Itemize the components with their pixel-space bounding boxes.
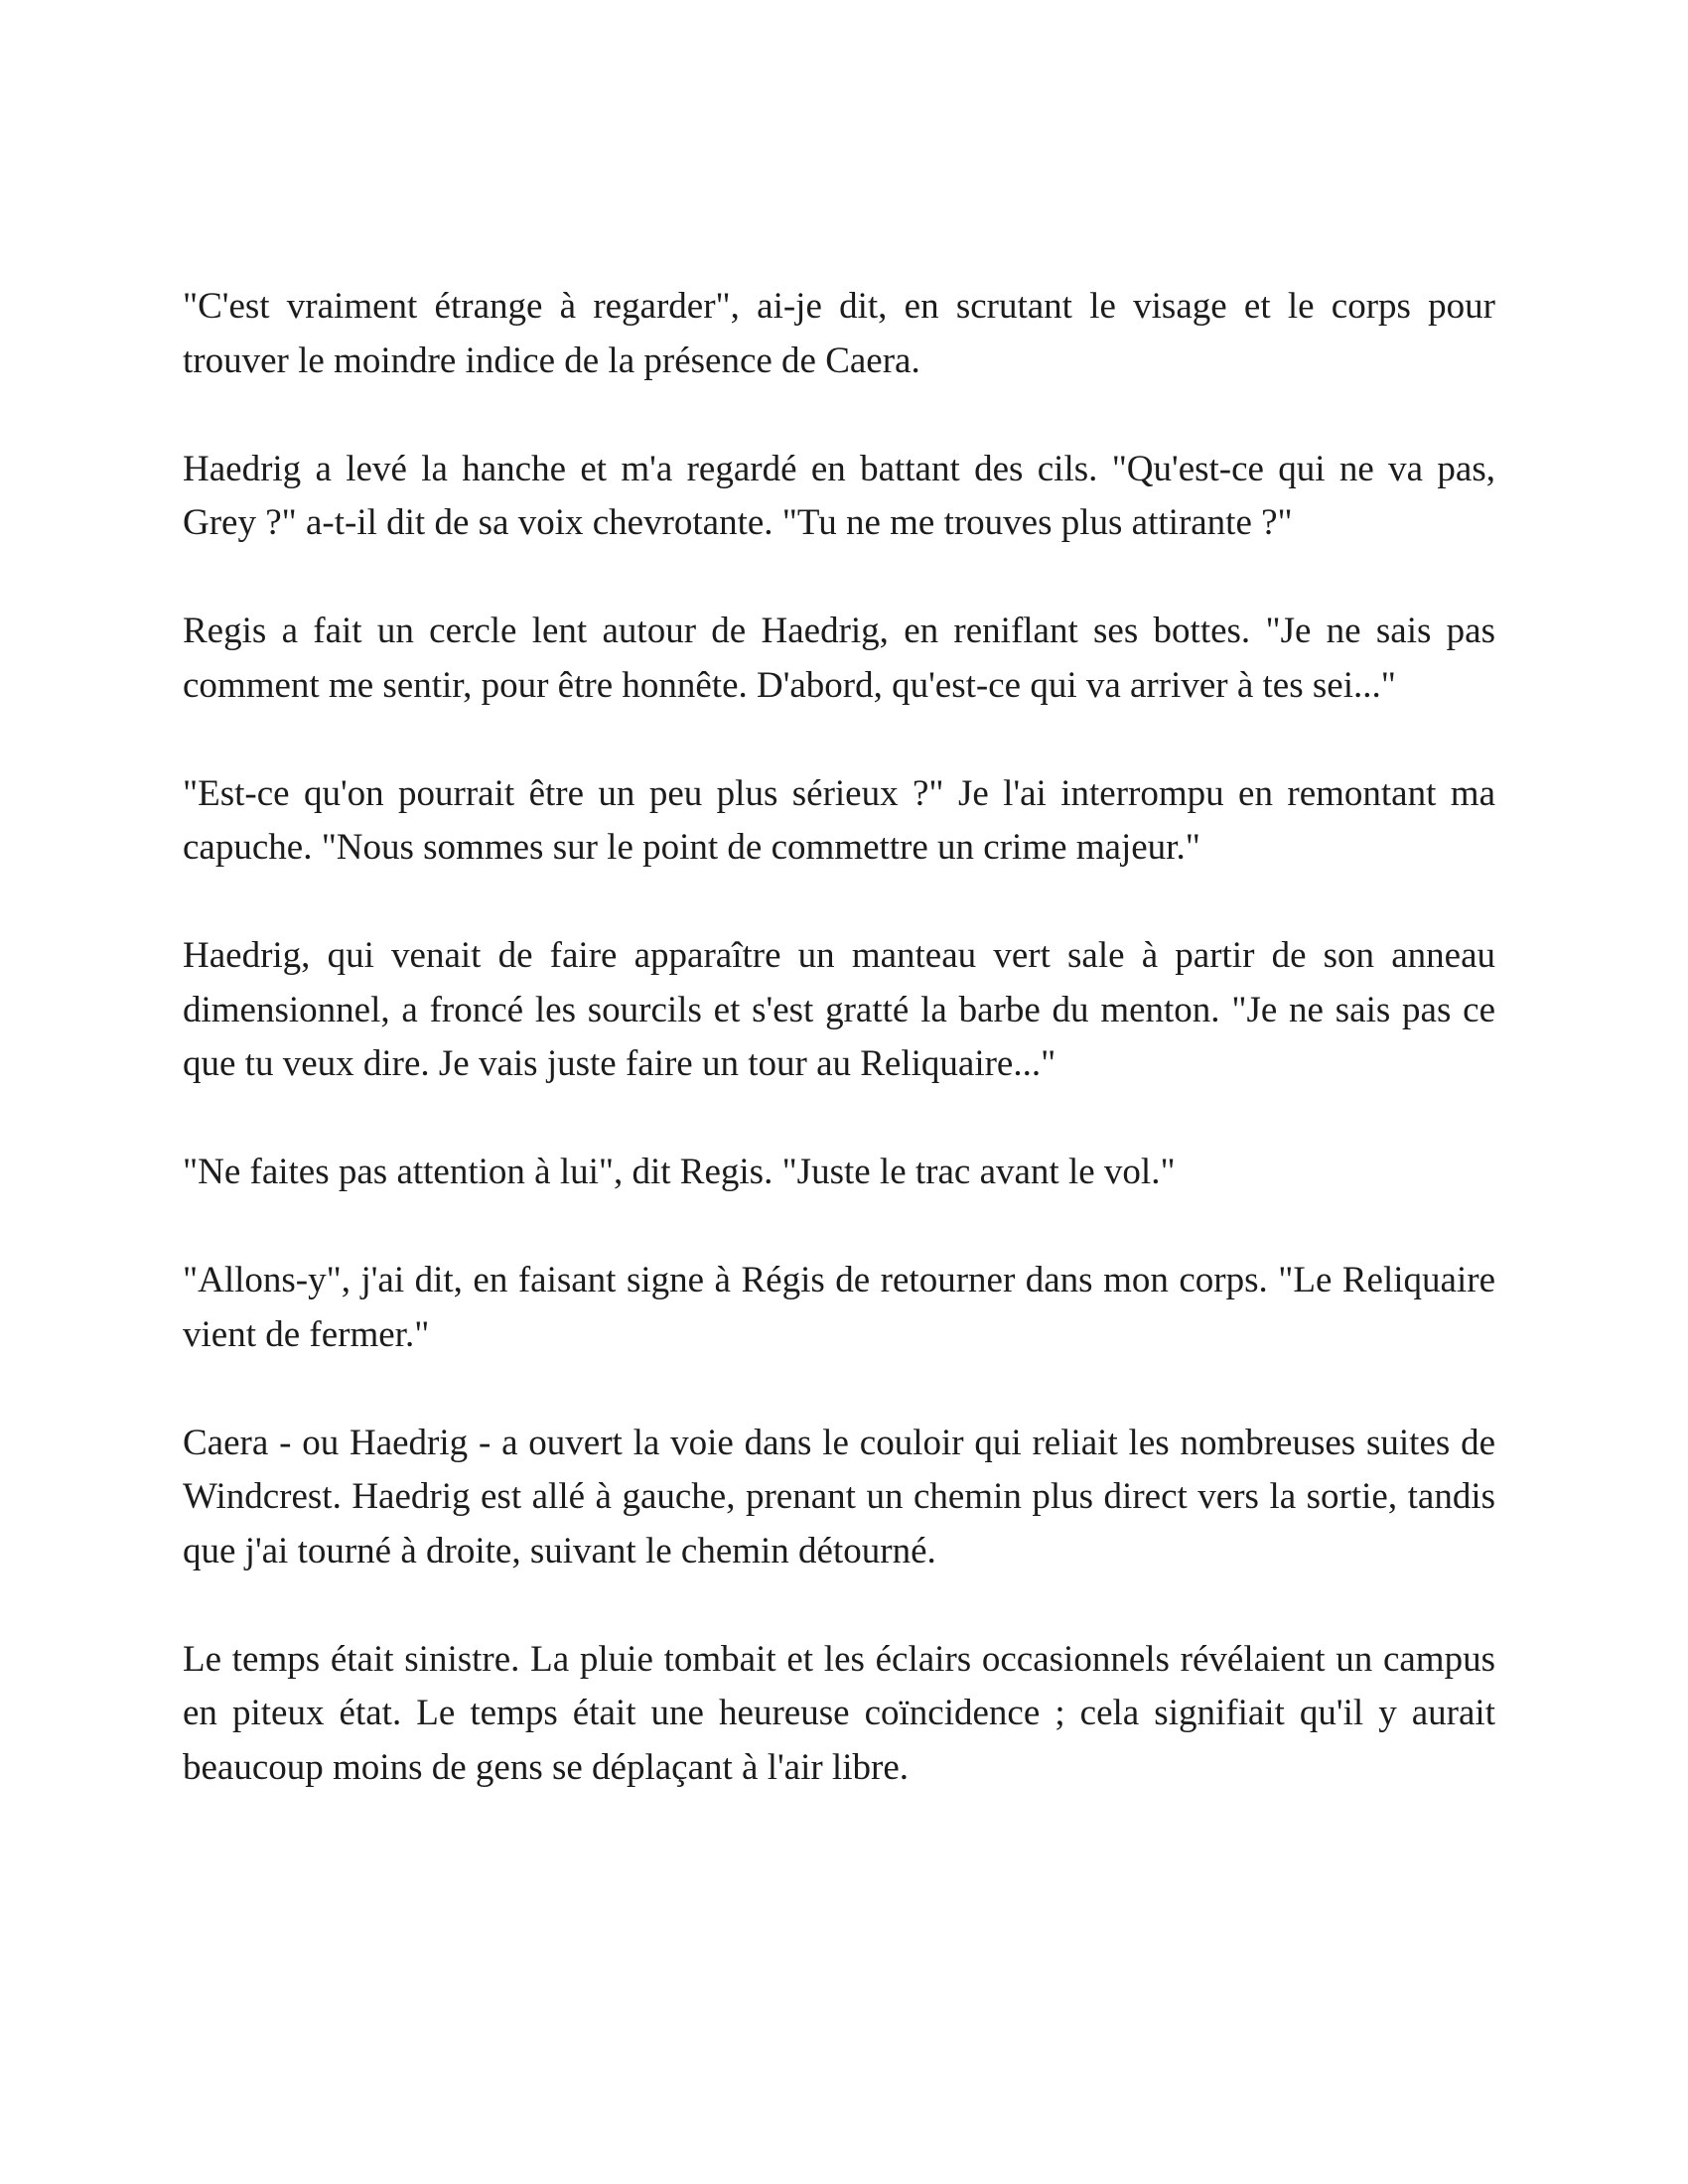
document-page — [183, 280, 1495, 1795]
paragraph: Caera - ou Haedrig - a ouvert la voie dans le couloir qui reliait les nombreuses suites de Windcrest. Haedrig est allé à gauche, prenant un chemin plus direct vers la sortie, tandis que j'ai tourné à droite, suivant le chemin détourné. — [183, 1422, 1495, 1571]
paragraph: "Est-ce qu'on pourrait être un peu plus sérieux ?" Je l'ai interrompu en remontant ma capuche. "Nous sommes sur le point de commettre un crime majeur." — [183, 772, 1495, 868]
paragraph: "C'est vraiment étrange à regarder", ai-je dit, en scrutant le visage et le corps pour trouver le moindre indice de la présence de Caera. — [183, 286, 1495, 381]
paragraph: "Ne faites pas attention à lui", dit Regis. "Juste le trac avant le vol." — [183, 1152, 1176, 1192]
paragraph: "Allons-y", j'ai dit, en faisant signe à Régis de retourner dans mon corps. "Le Reliquaire vient de fermer." — [183, 1260, 1495, 1355]
paragraph: Le temps était sinistre. La pluie tombait et les éclairs occasionnels révélaient un campus en piteux état. Le temps était une heureuse coïncidence ; cela signifiait qu'il y aurait beaucoup moins de gens se déplaçant à l'air libre. — [183, 1638, 1495, 1788]
paragraph: Regis a fait un cercle lent autour de Haedrig, en reniflant ses bottes. "Je ne sais pas comment me sentir, pour être honnête. D'abord, qu'est-ce qui va arriver à tes sei..." — [183, 611, 1495, 706]
paragraph: Haedrig a levé la hanche et m'a regardé en battant des cils. "Qu'est-ce qui ne va pas, Grey ?" a-t-il dit de sa voix chevrotante. "Tu ne me trouves plus attirante ?" — [183, 448, 1495, 543]
paragraph: Haedrig, qui venait de faire apparaître un manteau vert sale à partir de son anneau dimensionnel, a froncé les sourcils et s'est gratté la barbe du menton. "Je ne sais pas ce que tu veux dire. Je vais juste faire un tour au Reliquaire..." — [183, 935, 1495, 1084]
